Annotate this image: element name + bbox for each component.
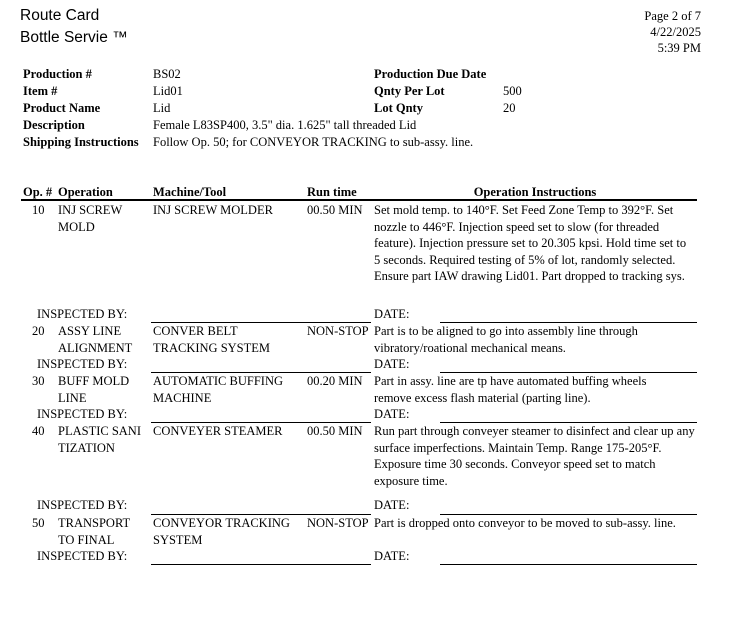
page-number: Page 2 of 7 [644, 9, 701, 23]
date-label: DATE: [374, 307, 410, 321]
row-operation: ASSY LINE ALIGNMENT [58, 324, 133, 355]
row-machine: AUTOMATIC BUFFING MACHINE [153, 374, 283, 405]
row-instructions: Run part through conveyer steamer to disinfect and clear up any surface imperfections. Maintain Temp. Range 175-205°F. Exposure time 30 seconds. Conveyor speed set to match exposure time. [374, 424, 695, 488]
row-runtime: 00.50 MIN [307, 424, 363, 438]
date-line [440, 564, 697, 565]
row-machine: CONVER BELT TRACKING SYSTEM [153, 324, 271, 355]
label-product-name: Product Name [23, 101, 101, 115]
value-product-name: Lid [153, 101, 171, 115]
row-operation: PLASTIC SANITIZATION [58, 424, 141, 455]
date-label: DATE: [374, 549, 410, 563]
date-label: DATE: [374, 498, 410, 512]
row-operation: TRANSPORT TO FINAL [58, 516, 130, 547]
row-runtime: NON-STOP [307, 516, 369, 530]
row-machine: CONVEYOR TRACKING SYSTEM [153, 516, 290, 547]
header-operation: Operation [58, 185, 113, 199]
label-qnty-per-lot: Qnty Per Lot [374, 84, 445, 98]
inspected-by-label: INSPECTED BY: [37, 357, 128, 371]
label-production-no: Production # [23, 67, 92, 81]
row-runtime: 00.50 MIN [307, 203, 363, 217]
label-description: Description [23, 118, 85, 132]
page-meta [644, 8, 701, 56]
row-instructions: Part in assy. line are tp have automated buffing wheels remove excess flash material (parting line). [374, 374, 647, 405]
row-op-no: 10 [32, 203, 45, 217]
row-instructions: Part is dropped onto conveyor to be moved to sub-assy. line. [374, 516, 676, 530]
value-description: Female L83SP400, 3.5" dia. 1.625" tall threaded Lid [153, 118, 417, 132]
label-due-date: Production Due Date [374, 67, 487, 81]
row-machine: INJ SCREW MOLDER [153, 203, 273, 217]
row-instructions: Set mold temp. to 140°F. Set Feed Zone Temp to 392°F. Set nozzle to 446°F. Injection speed set to slow (for threaded feature). Injection pressure set to 20.305 kpsi. Hold time set to 5 seconds. Required testing of 5% of lot, randomly selected. Ensure part IAW drawing Lid01. Part dropped to tracking sys. [374, 203, 687, 284]
row-runtime: NON-STOP [307, 324, 369, 338]
label-item-no: Item # [23, 84, 58, 98]
label-lot-qnty: Lot Qnty [374, 101, 423, 115]
header-instructions: Operation Instructions [473, 185, 597, 199]
print-date: 4/22/2025 [650, 25, 701, 39]
row-op-no: 50 [32, 516, 45, 530]
inspected-by-label: INSPECTED BY: [37, 307, 128, 321]
value-lot-qnty: 20 [503, 101, 516, 115]
row-instructions: Part is to be aligned to go into assembly line through vibratory/roational mechanical means. [374, 324, 638, 355]
inspected-by-label: INSPECTED BY: [37, 549, 128, 563]
row-operation: INJ SCREW MOLD [58, 203, 123, 234]
header-runtime: Run time [307, 185, 357, 199]
header-op-no: Op. # [23, 185, 53, 199]
label-shipping: Shipping Instructions [23, 135, 139, 149]
value-item-no: Lid01 [153, 84, 183, 98]
inspected-by-label: INSPECTED BY: [37, 498, 128, 512]
inspected-by-line [151, 564, 371, 565]
row-operation: BUFF MOLD LINE [58, 374, 130, 405]
report-subtitle: Bottle Servie ™ [20, 29, 128, 46]
row-machine: CONVEYER STEAMER [153, 424, 283, 438]
row-runtime: 00.20 MIN [307, 374, 363, 388]
row-op-no: 30 [32, 374, 45, 388]
row-op-no: 40 [32, 424, 45, 438]
inspected-by-label: INSPECTED BY: [37, 407, 128, 421]
date-label: DATE: [374, 407, 410, 421]
header-machine: Machine/Tool [153, 185, 227, 199]
row-op-no: 20 [32, 324, 45, 338]
report-title: Route Card [20, 7, 100, 24]
date-label: DATE: [374, 357, 410, 371]
value-qnty-per-lot: 500 [503, 84, 522, 98]
header-rule [21, 199, 697, 201]
value-shipping: Follow Op. 50; for CONVEYOR TRACKING to sub-assy. line. [153, 135, 474, 149]
print-time: 5:39 PM [657, 41, 701, 55]
value-production-no: BS02 [153, 67, 181, 81]
